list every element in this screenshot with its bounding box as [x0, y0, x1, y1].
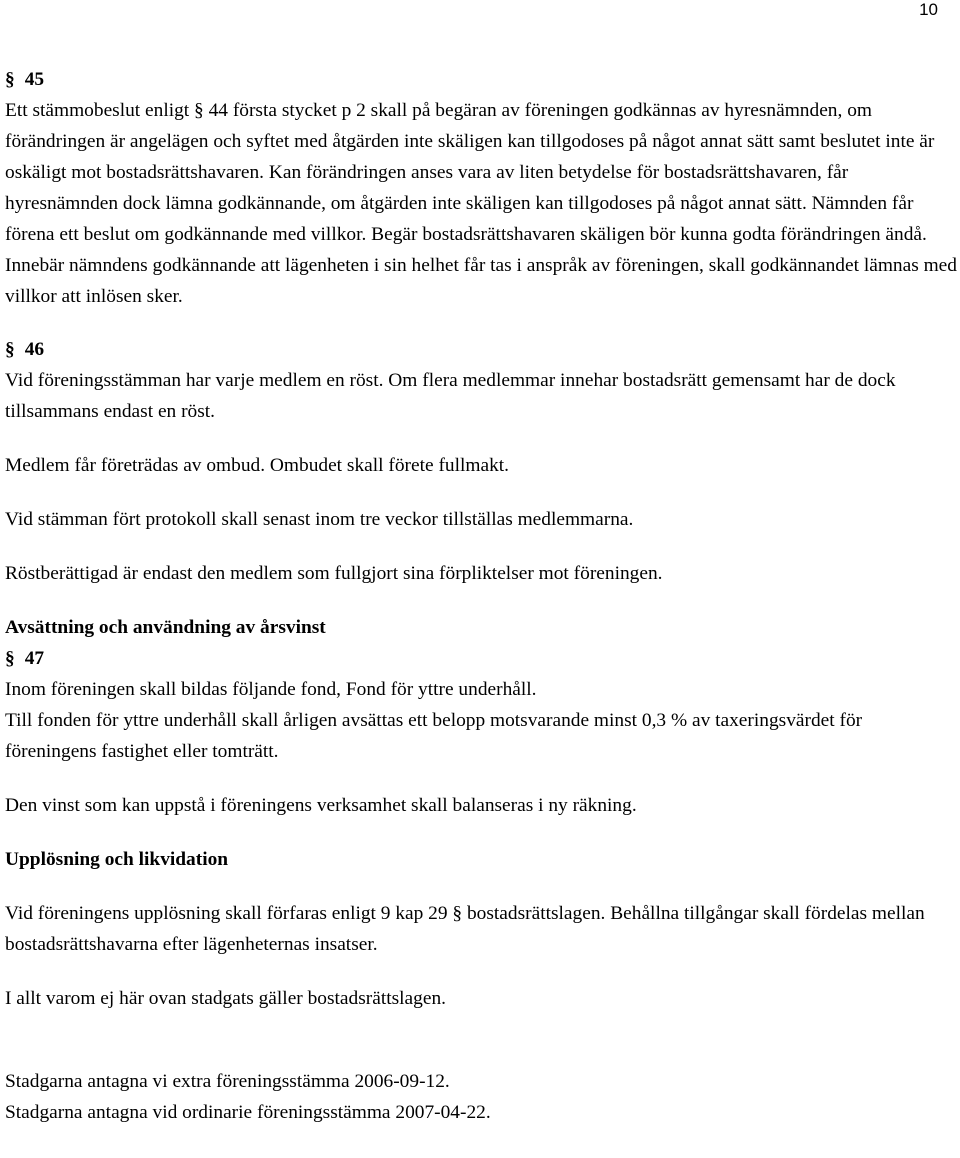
section-45-text: Ett stämmobeslut enligt § 44 första stycket p 2 skall på begäran av föreningen godkännas av hyresnämnden, om förändringen är angelägen och syftet med åtgärden inte skäligen kan tillgodoses på något annat sätt samt beslutet inte är oskäligt mot bostadsrättshavaren. Kan förändringen anses vara av liten betydelse för bostadsrättshavaren, får hyresnämnden dock lämna godkännande, om åtgärden inte skäligen kan tillgodoses på något annat sätt. Nämnden får förena ett beslut om godkännande med villkor. Begär bostadsrättshavaren skäligen bör kunna godta förändringen ändå. Innebär nämndens godkännande att lägenheten i sin helhet får tas i anspråk av föreningen, skall godkännandet lämnas med villkor att inlösen sker.	[5, 100, 957, 307]
section-45-heading	[5, 64, 957, 95]
upplosning-paragraph-1: Vid föreningens upplösning skall förfaras enligt 9 kap 29 § bostadsrättslagen. Behållna tillgångar skall fördelas mellan bostadsrättshavarna efter lägenheternas insatser.	[5, 903, 925, 955]
section-47-paragraph-3: Den vinst som kan uppstå i föreningens verksamhet skall balanseras i ny räkning.	[5, 795, 637, 816]
section-46-heading	[5, 334, 957, 365]
section-46-paragraph-1: Vid föreningsstämman har varje medlem en röst. Om flera medlemmar innehar bostadsrätt gemensamt har de dock tillsammans endast en röst.	[5, 370, 896, 422]
footer-adoption-line-1: Stadgarna antagna vi extra föreningsstämma 2006-09-12.	[5, 1071, 450, 1092]
section-46-paragraph-3: Vid stämman fört protokoll skall senast inom tre veckor tillställas medlemmarna.	[5, 509, 634, 530]
section-45-number: 45	[24, 69, 45, 90]
heading-arsvinst: Avsättning och användning av årsvinst	[5, 617, 326, 638]
section-symbol: §	[5, 69, 15, 90]
section-46-paragraph-4: Röstberättigad är endast den medlem som fullgjort sina förpliktelser mot föreningen.	[5, 563, 663, 584]
footer-adoption-line-2: Stadgarna antagna vid ordinarie föreningsstämma 2007-04-22.	[5, 1102, 491, 1123]
section-symbol: §	[5, 648, 15, 669]
section-46-paragraph-2: Medlem får företrädas av ombud. Ombudet skall förete fullmakt.	[5, 455, 509, 476]
section-symbol: §	[5, 339, 15, 360]
upplosning-paragraph-2: I allt varom ej här ovan stadgats gäller bostadsrättslagen.	[5, 988, 446, 1009]
document-body	[5, 64, 957, 1128]
section-47-number: 47	[24, 648, 45, 669]
page-number: 10	[919, 0, 938, 19]
section-46-number: 46	[24, 339, 45, 360]
section-47-paragraph-1: Inom föreningen skall bildas följande fond, Fond för yttre underhåll.	[5, 679, 537, 700]
section-47-heading	[5, 643, 957, 674]
heading-upplosning: Upplösning och likvidation	[5, 849, 229, 870]
section-47-paragraph-2: Till fonden för yttre underhåll skall årligen avsättas ett belopp motsvarande minst 0,3 % av taxeringsvärdet för föreningens fastighet eller tomträtt.	[5, 710, 863, 762]
